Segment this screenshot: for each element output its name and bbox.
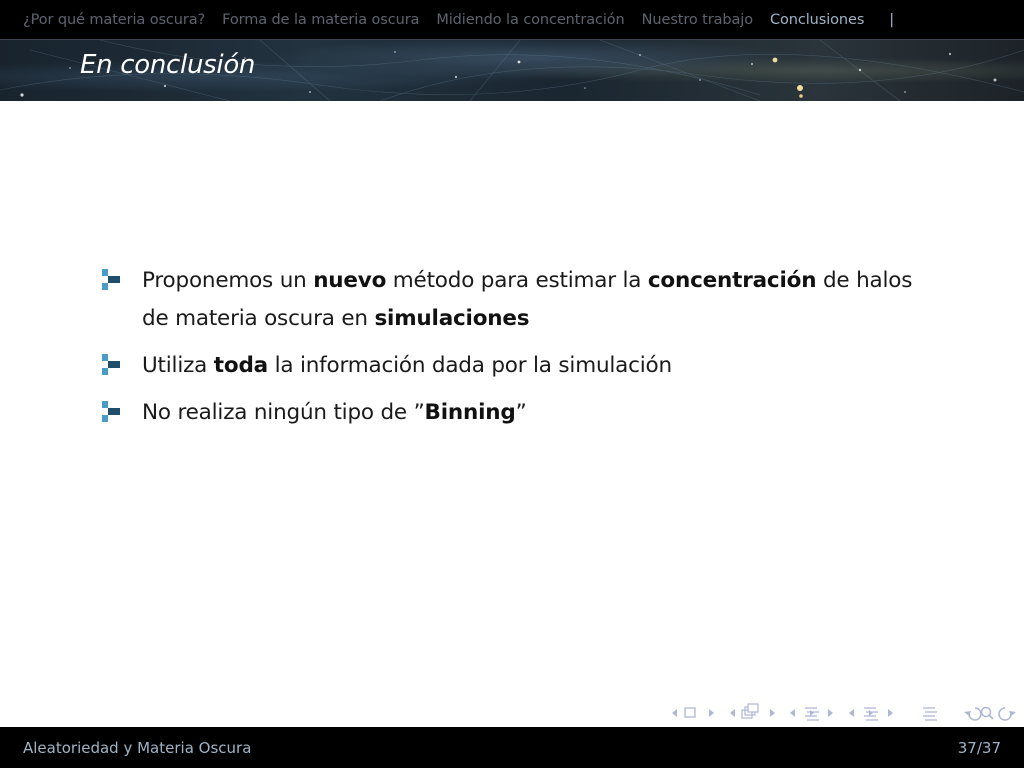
section-prev-arrow-icon[interactable] [790, 709, 795, 717]
frame-icon[interactable] [685, 708, 695, 717]
bullet-text: ” [515, 400, 527, 425]
section-next-arrow-icon[interactable] [828, 709, 833, 717]
frame-prev-arrow-icon[interactable] [672, 709, 677, 717]
nav-section-conclusions[interactable]: Conclusiones [770, 11, 865, 28]
subsection-next-arrow-icon[interactable] [770, 709, 775, 717]
bullet-emphasis: Binning [424, 400, 516, 425]
bullet-text: método para estimar la [386, 268, 648, 293]
document-next-arrow-icon[interactable] [888, 709, 893, 717]
nav-separator: | [889, 11, 895, 28]
document-icon[interactable] [864, 708, 878, 720]
search-icon[interactable] [982, 708, 994, 720]
bullet-item [100, 262, 930, 338]
footer-title: Aleatoriedad y Materia Oscura [23, 739, 252, 757]
nav-section-why-dark-matter[interactable]: ¿Por qué materia oscura? [23, 11, 206, 28]
nav-section-our-work[interactable]: Nuestro trabajo [641, 11, 753, 28]
bullet-icon [102, 354, 120, 378]
nav-section-measuring-concentration[interactable]: Midiendo la concentración [436, 11, 625, 28]
bullet-emphasis: toda [213, 353, 268, 378]
bullet-emphasis: concentración [647, 268, 817, 293]
bullet-text: Proponemos un [142, 268, 314, 293]
document-prev-arrow-icon[interactable] [849, 709, 854, 717]
redo-icon[interactable] [999, 708, 1016, 720]
frame-title: En conclusión [80, 50, 256, 80]
frame-title-banner [0, 40, 1024, 101]
beamer-navigation-symbols [668, 703, 1018, 723]
bullet-item [100, 394, 930, 432]
bullet-icon [102, 269, 120, 293]
bullet-text: de halos de materia oscura en [142, 268, 913, 331]
bullet-text: la información dada por la simulación [267, 353, 672, 378]
section-navigation [0, 0, 1024, 39]
bullet-text: No realiza ningún tipo de ” [142, 400, 425, 425]
section-icon[interactable] [805, 708, 819, 720]
align-icon[interactable] [923, 708, 937, 720]
bullet-list [100, 262, 930, 441]
footer-bar [0, 727, 1024, 768]
bullet-item [100, 347, 930, 385]
undo-icon[interactable] [964, 708, 981, 720]
subsection-icon[interactable] [742, 704, 758, 718]
nav-section-dark-matter-shape[interactable]: Forma de la materia oscura [222, 11, 420, 28]
page-number: 37/37 [957, 739, 1001, 757]
bullet-text: Utiliza [142, 353, 214, 378]
subsection-prev-arrow-icon[interactable] [730, 709, 735, 717]
bullet-emphasis: simulaciones [374, 306, 530, 331]
bullet-emphasis: nuevo [313, 268, 387, 293]
frame-next-arrow-icon[interactable] [709, 709, 714, 717]
bullet-icon [102, 401, 120, 425]
